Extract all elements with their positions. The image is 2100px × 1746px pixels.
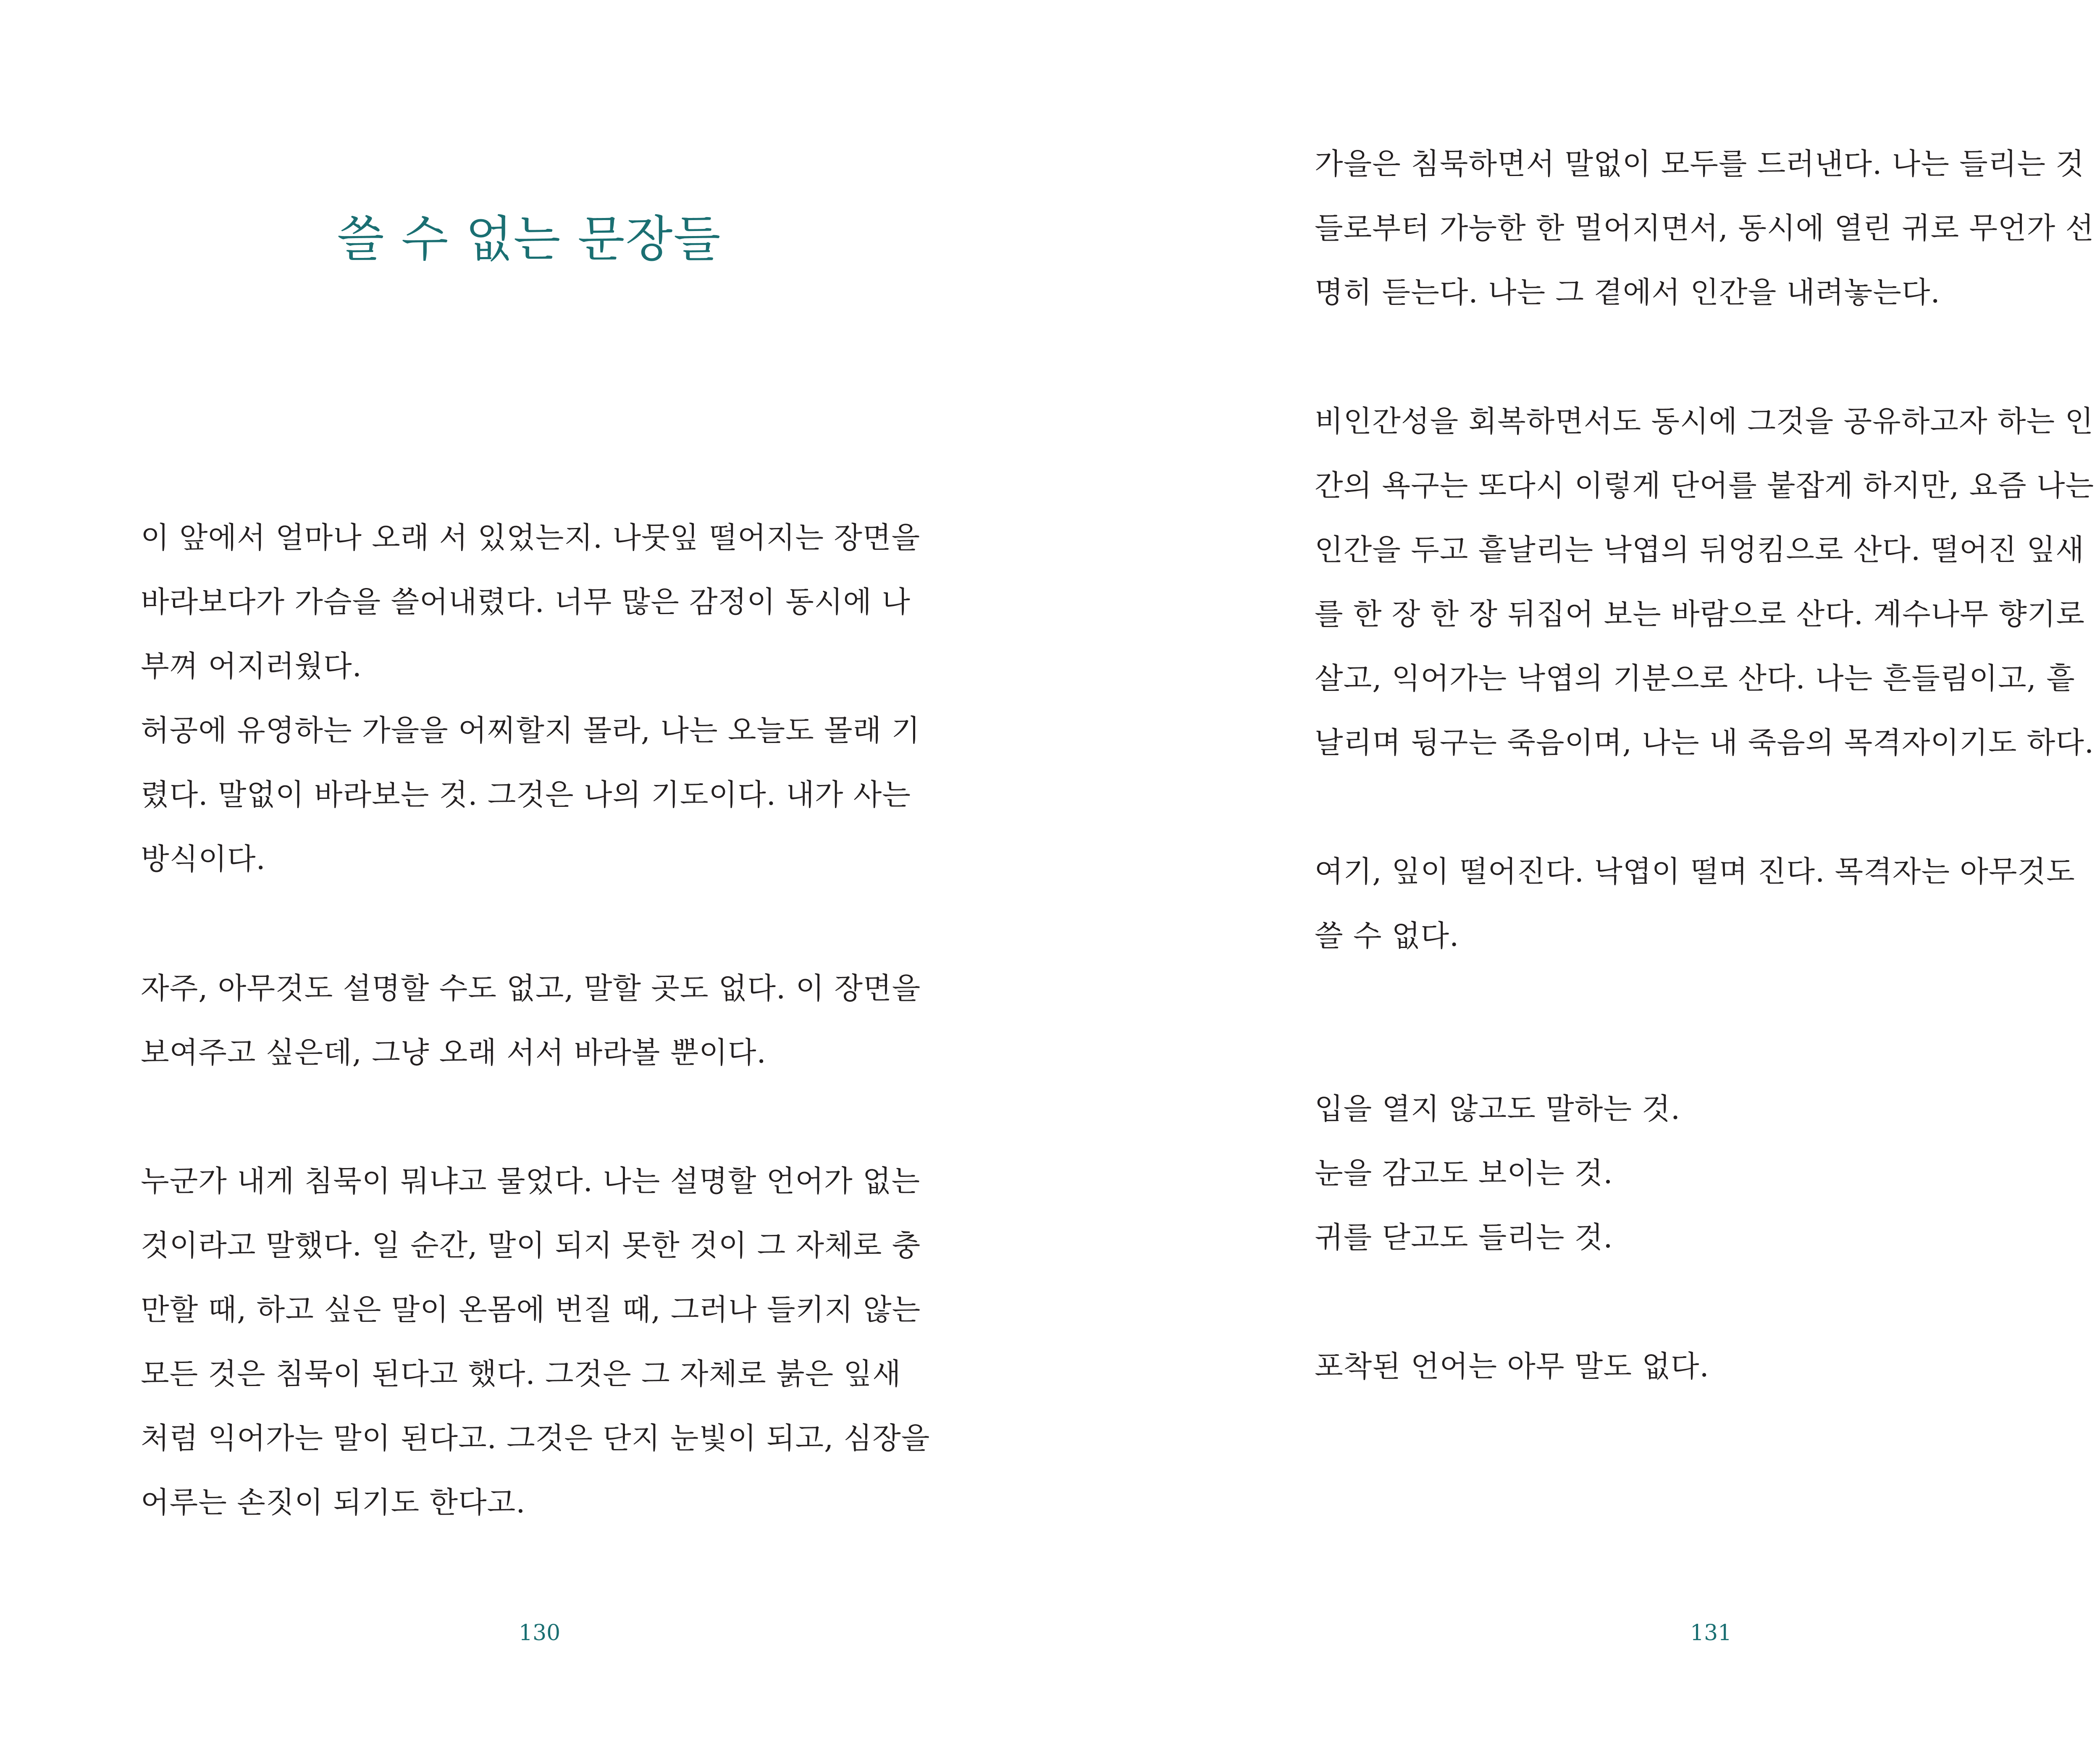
right-line-7: 를 한 장 한 장 뒤집어 보는 바람으로 산다. 계수나무 향기로 xyxy=(1315,597,2085,631)
right-line-8: 살고, 익어가는 낙엽의 기분으로 산다. 나는 흔들림이고, 흩 xyxy=(1315,661,2075,696)
left-line-10: 것이라고 말했다. 일 순간, 말이 되지 못한 것이 그 자체로 충 xyxy=(141,1228,921,1263)
left-line-3: 부껴 어지러웠다. xyxy=(141,649,362,683)
right-line-12: 입을 열지 않고도 말하는 것. xyxy=(1315,1092,1681,1126)
left-line-1: 이 앞에서 얼마나 오래 서 있었는지. 나뭇잎 떨어지는 장면을 xyxy=(141,520,921,555)
right-line-13: 눈을 감고도 보이는 것. xyxy=(1315,1156,1613,1190)
right-line-11: 쓸 수 없다. xyxy=(1315,919,1460,953)
left-line-11: 만할 때, 하고 싶은 말이 온몸에 번질 때, 그러나 들키지 않는 xyxy=(141,1292,921,1327)
left-line-8: 보여주고 싶은데, 그냥 오래 서서 바라볼 뿐이다. xyxy=(141,1035,766,1070)
right-page xyxy=(1111,0,2100,1746)
left-line-9: 누군가 내게 침묵이 뭐냐고 물었다. 나는 설명할 언어가 없는 xyxy=(141,1164,921,1198)
left-line-2: 바라보다가 가슴을 쓸어내렸다. 너무 많은 감정이 동시에 나 xyxy=(141,585,911,619)
left-line-13: 처럼 익어가는 말이 된다고. 그것은 단지 눈빛이 되고, 심장을 xyxy=(141,1421,930,1455)
right-line-6: 인간을 두고 흩날리는 낙엽의 뒤엉킴으로 산다. 떨어진 잎새 xyxy=(1315,533,2084,567)
right-line-9: 날리며 뒹구는 죽음이며, 나는 내 죽음의 목격자이기도 하다. xyxy=(1315,725,2095,760)
right-line-4: 비인간성을 회복하면서도 동시에 그것을 공유하고자 하는 인 xyxy=(1315,404,2094,438)
left-line-5: 렸다. 말없이 바라보는 것. 그것은 나의 기도이다. 내가 사는 xyxy=(141,777,911,812)
right-line-3: 명히 듣는다. 나는 그 곁에서 인간을 내려놓는다. xyxy=(1315,275,1940,310)
page-number-left: 130 xyxy=(519,1620,561,1646)
page-number-right: 131 xyxy=(1690,1620,1732,1646)
right-line-14: 귀를 닫고도 들리는 것. xyxy=(1315,1220,1613,1255)
left-line-4: 허공에 유영하는 가을을 어찌할지 몰라, 나는 오늘도 몰래 기 xyxy=(141,713,921,748)
left-line-14: 어루는 손짓이 되기도 한다고. xyxy=(141,1485,526,1520)
left-line-12: 모든 것은 침묵이 된다고 했다. 그것은 그 자체로 붉은 잎새 xyxy=(141,1357,901,1391)
left-line-7: 자주, 아무것도 설명할 수도 없고, 말할 곳도 없다. 이 장면을 xyxy=(141,971,921,1006)
right-line-10: 여기, 잎이 떨어진다. 낙엽이 떨며 진다. 목격자는 아무것도 xyxy=(1315,854,2075,889)
right-line-15: 포착된 언어는 아무 말도 없다. xyxy=(1315,1349,1709,1384)
chapter-title: 쓸 수 없는 문장들 xyxy=(337,211,722,268)
left-line-6: 방식이다. xyxy=(141,842,266,876)
right-line-5: 간의 욕구는 또다시 이렇게 단어를 붙잡게 하지만, 요즘 나는 xyxy=(1315,468,2095,503)
right-line-2: 들로부터 가능한 한 멀어지면서, 동시에 열린 귀로 무언가 선 xyxy=(1315,211,2095,245)
right-line-1: 가을은 침묵하면서 말없이 모두를 드러낸다. 나는 들리는 것 xyxy=(1315,147,2084,181)
